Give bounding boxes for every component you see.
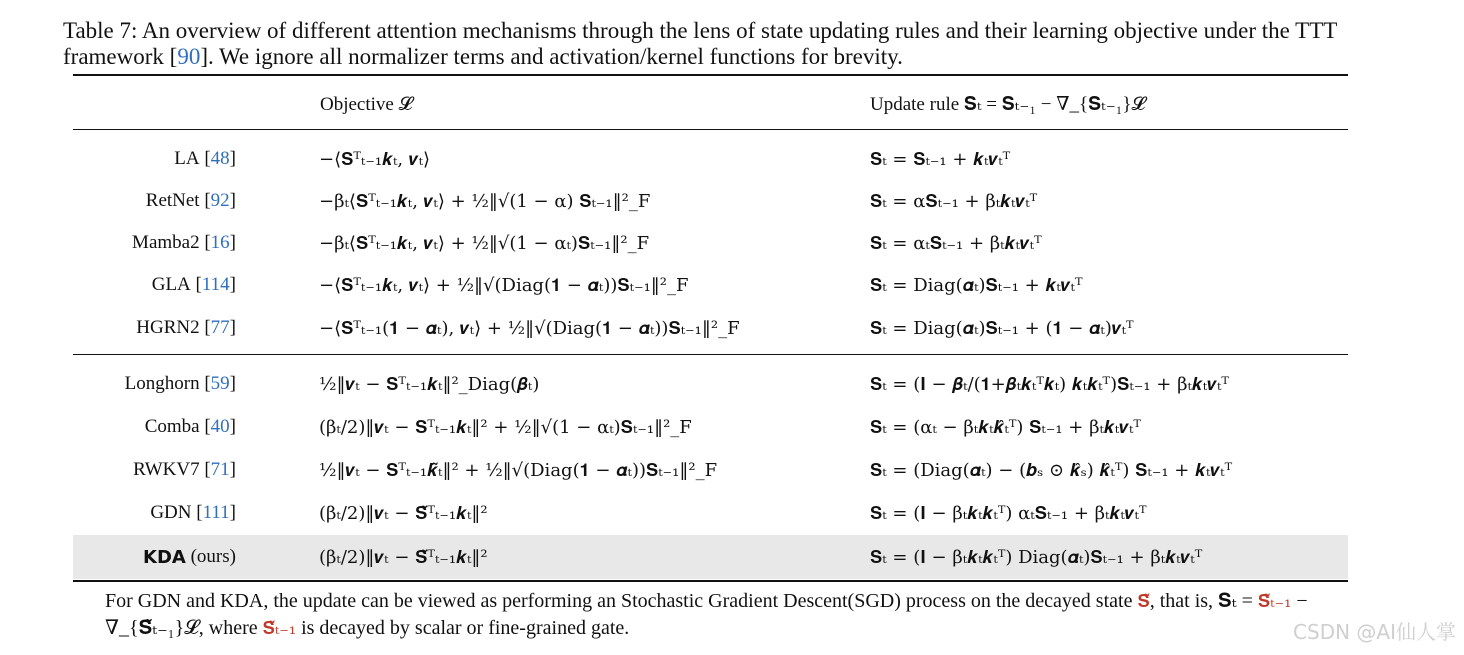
- method-name: GLA: [151, 274, 191, 295]
- table-row-highlighted: [73, 535, 1348, 579]
- method-name: Mamba2: [132, 232, 200, 253]
- objective-formula: −⟨𝐒ᵀₜ₋₁(𝟏 − 𝜶ₜ), 𝒗ₜ⟩ + ½‖√(Diag(𝟏 − 𝜶ₜ))𝐒ₜ₋₁‖²_F: [319, 317, 740, 339]
- header-update-rule: Update rule 𝐒ₜ = 𝐒ₜ₋₁ − ∇_{𝐒ₜ₋₁}𝓛: [870, 94, 1146, 115]
- method-name: RetNet: [145, 190, 200, 211]
- table-caption: [63, 18, 1353, 70]
- method-citation-link[interactable]: 71: [210, 459, 230, 480]
- update-rule-formula: 𝐒ₜ = Diag(𝜶ₜ)𝐒ₜ₋₁ + 𝒌ₜ𝒗ₜᵀ: [870, 274, 1083, 296]
- update-rule-formula: 𝐒ₜ = α𝐒ₜ₋₁ + βₜ𝒌ₜ𝒗ₜᵀ: [870, 190, 1038, 212]
- top-rule: [73, 74, 1348, 76]
- method-suffix: (ours): [190, 546, 236, 567]
- method-name-cell: LA [ 48 ]: [174, 148, 236, 169]
- table-row: [73, 222, 1348, 264]
- table-row: [73, 363, 1348, 405]
- method-name-cell: Mamba2 [ 16 ]: [132, 232, 236, 253]
- bottom-rule: [73, 580, 1348, 582]
- objective-formula: −βₜ⟨𝐒ᵀₜ₋₁𝒌ₜ, 𝒗ₜ⟩ + ½‖√(1 − αₜ)𝐒ₜ₋₁‖²_F: [319, 232, 650, 254]
- watermark: CSDN @AI仙人掌: [1293, 620, 1456, 644]
- objective-formula: ½‖𝒗ₜ − 𝐒ᵀₜ₋₁𝒌̃ₜ‖² + ½‖√(Diag(𝟏 − 𝜶ₜ))𝐒ₜ₋₁‖²_F: [319, 459, 718, 481]
- objective-formula: ½‖𝒗ₜ − 𝐒ᵀₜ₋₁𝒌ₜ‖²_Diag(𝜷ₜ): [319, 373, 540, 395]
- method-name-cell: RWKV7 [ 71 ]: [133, 459, 236, 480]
- table-row: [73, 492, 1348, 534]
- method-name-cell: Comba [ 40 ]: [144, 416, 236, 437]
- table-row: [73, 307, 1348, 349]
- method-citation-link[interactable]: 40: [210, 416, 230, 437]
- update-rule-formula: 𝐒ₜ = (𝐈 − βₜ𝒌ₜ𝒌ₜᵀ) Diag(𝜶ₜ)𝐒ₜ₋₁ + βₜ𝒌ₜ𝒗ₜᵀ: [870, 546, 1203, 568]
- table-row: [73, 180, 1348, 222]
- update-rule-formula: 𝐒ₜ = 𝐒ₜ₋₁ + 𝒌ₜ𝒗ₜᵀ: [870, 148, 1011, 170]
- method-name-cell: [73, 535, 236, 579]
- caption-text-after: ]. We ignore all normalizer terms and activation/kernel functions for brevity.: [200, 44, 903, 69]
- objective-formula: (βₜ/2)‖𝒗ₜ − 𝐒ᵀₜ₋₁𝒌ₜ‖² + ½‖√(1 − αₜ)𝐒ₜ₋₁‖²_F: [319, 416, 692, 438]
- footnote-text-2: , that is, 𝐒ₜ =: [1149, 590, 1253, 612]
- method-name-cell: RetNet [ 92 ]: [145, 190, 236, 211]
- method-name-cell: GLA [ 114 ]: [151, 274, 236, 295]
- footnote-text-1: For GDN and KDA, the update can be viewed as performing an Stochastic Gradient Descent(SGD) process on the decayed state: [105, 590, 1133, 612]
- method-name-cell: Longhorn [ 59 ]: [124, 373, 236, 394]
- method-name: LA: [174, 148, 200, 169]
- update-rule-formula: 𝐒ₜ = (𝐈 − 𝜷ₜ/(𝟏+𝜷ₜ𝒌ₜᵀ𝒌ₜ) 𝒌ₜ𝒌ₜᵀ)𝐒ₜ₋₁ + βₜ𝒌ₜ𝒗ₜᵀ: [870, 373, 1229, 395]
- method-citation-link[interactable]: 114: [201, 274, 230, 295]
- table-row: [73, 138, 1348, 180]
- objective-formula: (βₜ/2)‖𝒗ₜ − 𝐒̃ᵀₜ₋₁𝒌ₜ‖²: [319, 502, 488, 524]
- method-name: Longhorn: [124, 373, 200, 394]
- table-row: [73, 406, 1348, 448]
- caption-text-before: An overview of different attention mechanisms through the lens of state updating rules and their learning objective under the TTT framework [: [63, 18, 1337, 69]
- objective-formula: −⟨𝐒ᵀₜ₋₁𝒌ₜ, 𝒗ₜ⟩ + ½‖√(Diag(𝟏 − 𝜶ₜ))𝐒ₜ₋₁‖²_F: [319, 274, 689, 296]
- update-rule-formula: 𝐒ₜ = (𝐈 − βₜ𝒌ₜ𝒌ₜᵀ) αₜ𝐒ₜ₋₁ + βₜ𝒌ₜ𝒗ₜᵀ: [870, 502, 1147, 524]
- method-name-cell: GDN [ 111 ]: [150, 502, 236, 523]
- footnote-text-3: − ∇_{𝐒̃ₜ₋₁}𝓛, where: [105, 590, 1308, 639]
- table-footnote: [105, 588, 1350, 642]
- method-citation-link[interactable]: 111: [202, 502, 230, 523]
- method-citation-link[interactable]: 59: [210, 373, 230, 394]
- method-name: GDN: [150, 502, 192, 523]
- method-name: KDA: [143, 546, 186, 568]
- method-name: RWKV7: [133, 459, 200, 480]
- update-rule-formula: 𝐒ₜ = αₜ𝐒ₜ₋₁ + βₜ𝒌ₜ𝒗ₜᵀ: [870, 232, 1042, 254]
- method-citation-link[interactable]: 92: [210, 190, 230, 211]
- header-objective: Objective 𝓛: [320, 94, 413, 115]
- update-rule-formula: 𝐒ₜ = (αₜ − βₜ𝒌ₜ𝒌̂ₜᵀ) 𝐒ₜ₋₁ + βₜ𝒌ₜ𝒗ₜᵀ: [870, 416, 1141, 438]
- footnote-text-4: is decayed by scalar or fine-grained gate.: [301, 617, 630, 639]
- method-name: Comba: [144, 416, 200, 437]
- objective-formula: (βₜ/2)‖𝒗ₜ − 𝐒̃ᵀₜ₋₁𝒌ₜ‖²: [319, 546, 488, 568]
- objective-formula: −βₜ⟨𝐒ᵀₜ₋₁𝒌ₜ, 𝒗ₜ⟩ + ½‖√(1 − α) 𝐒ₜ₋₁‖²_F: [319, 190, 651, 212]
- method-name: HGRN2: [136, 317, 200, 338]
- group-separator-rule: [73, 354, 1348, 355]
- method-citation-link[interactable]: 16: [210, 232, 230, 253]
- table-row: [73, 264, 1348, 306]
- caption-citation-link[interactable]: 90: [177, 44, 201, 69]
- objective-formula: −⟨𝐒ᵀₜ₋₁𝒌ₜ, 𝒗ₜ⟩: [319, 148, 431, 170]
- update-rule-formula: 𝐒ₜ = (Diag(𝜶ₜ) − (𝒃ₛ ⊙ 𝒌̂ₛ) 𝒌̂ₜᵀ) 𝐒ₜ₋₁ + 𝒌ₜ𝒗ₜᵀ: [870, 459, 1233, 481]
- method-citation-link[interactable]: 48: [210, 148, 230, 169]
- update-rule-formula: 𝐒ₜ = Diag(𝜶ₜ)𝐒ₜ₋₁ + (𝟏 − 𝜶ₜ)𝒗ₜᵀ: [870, 317, 1134, 339]
- method-citation-link[interactable]: 77: [210, 317, 230, 338]
- table-row: [73, 449, 1348, 491]
- header-rule: [73, 129, 1348, 130]
- footnote-symbol-2: 𝐒̃ₜ₋₁: [1257, 591, 1292, 612]
- footnote-symbol-1: 𝐒̃: [1137, 591, 1150, 612]
- method-name-cell: HGRN2 [ 77 ]: [136, 317, 236, 338]
- footnote-symbol-3: 𝐒̃ₜ₋₁: [262, 618, 297, 639]
- caption-label: Table 7:: [63, 18, 138, 43]
